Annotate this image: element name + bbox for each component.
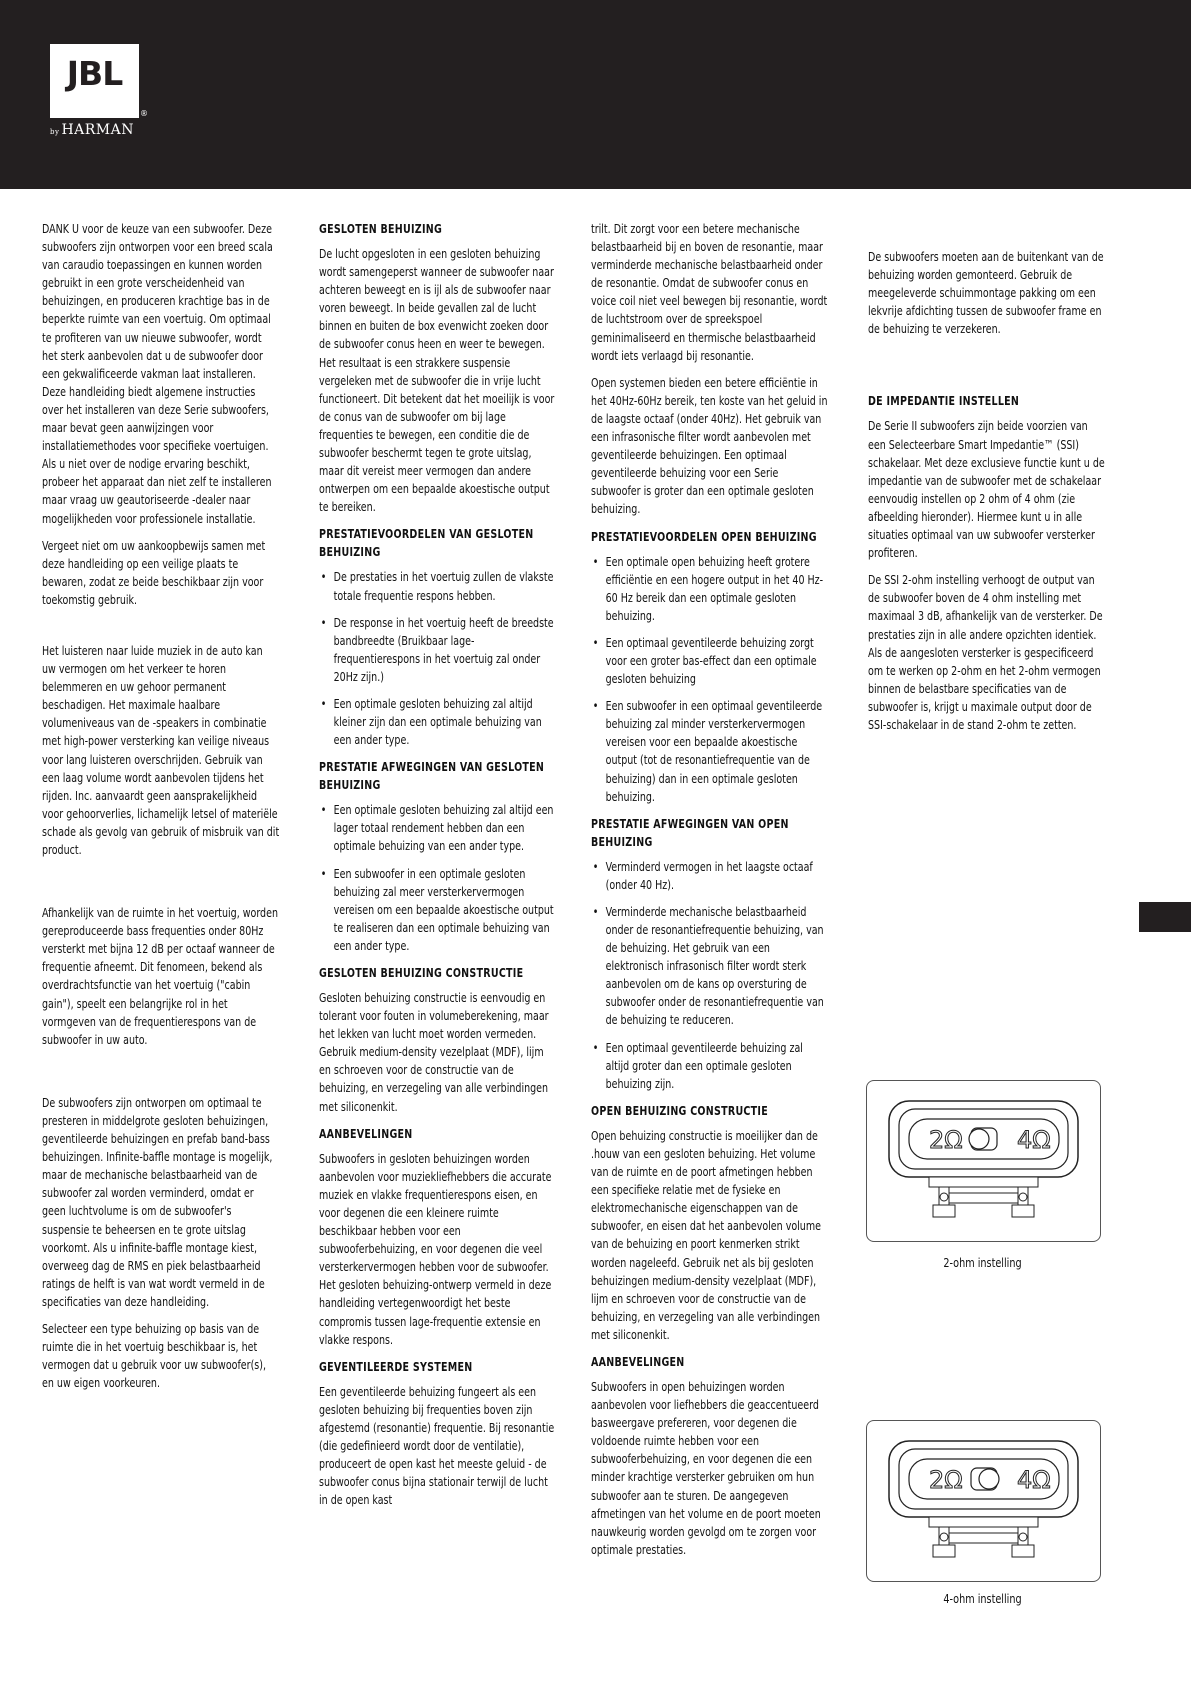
registered-mark: ®: [140, 109, 148, 118]
harman-logo: [50, 122, 134, 138]
intro-paragraph: DANK U voor de keuze van een subwoofer. Deze subwoofers zijn ontworpen voor een breed scala van caraudio toepassingen en kunnen worden gebruikt in een grote verscheidenheid van behuizingen, en produceren krachtige bas in de beperkte ruimte van een voertuig. Om optimaal te profiteren van uw nieuwe subwoofer, wordt het sterk aanbevolen dat u de subwoofer door een gekwalificeerde vakman laat installeren. Deze handleiding biedt algemene instructies over het installeren van deze Serie subwoofers, maar bevat geen aanwijzingen voor installatiemethodes voor specifieke voertuigen. Als u niet over de nodige ervaring beschikt, probeer het apparaat dan niet zelf te installeren maar vraag uw geautoriseerde -dealer naar mogelijkheden voor professionele installatie.: [42, 222, 273, 526]
mounting-paragraph: De subwoofers moeten aan de buitenkant van de behuizing worden gemonteerd. Gebruik de meegeleverde schuimmontage pakking om een lekvrije afdichting tussen de subwoofer frame en de behuizing te verzekeren.: [868, 250, 1104, 337]
list-item: • Een optimaal geventileerde behuizing zal altijd groter dan een optimale gesloten behuizing zijn.: [591, 1039, 828, 1093]
sealed-recommendations-paragraph: Subwoofers in gesloten behuizingen worden aanbevolen voor muziekliefhebbers die accurate muziek en vlakke frequentierespons eisen, en voor degenen die een kleinere ruimte beschikbaar hebben voor een subwooferbehuizing, en voor degenen die veel versterkervermogen hebben voor de subwoofer. Het gesloten behuizing-ontwerp vermeld in deze handleiding vertegenwoordigt het beste compromis tussen lage-frequentie extensie en vlakke respons.: [319, 1151, 552, 1347]
impedance-paragraph: De Serie II subwoofers zijn beide voorzien van een Selecteerbare Smart Impedantie™ (SSI) schakelaar. Met deze exclusieve functie kunt u de impedantie van de subwoofer met de schakelaar eenvoudig instellen op 2 ohm of 4 ohm (zie afbeelding hieronder). Hiermee kunt u in alle situaties optimaal van uw subwoofer versterker profiteren.: [868, 419, 1105, 561]
vented-paragraph: Een geventileerde behuizing fungeert als een gesloten behuizing bij frequenties boven zijn afgestemd (resonantie) frequentie. Bij resonantie (die gedefinieerd wordt door de ventilatie), produceert de open kast het meeste geluid - de subwoofer conus bijna stationair terwijl de lucht in de open kast: [319, 1384, 555, 1508]
ssi-switch-4ohm-illustration: [867, 1421, 1100, 1581]
heading-sealed-recommendations: AANBEVELINGEN: [319, 1126, 413, 1141]
sealed-construction-paragraph: Gesloten behuizing constructie is eenvoudig en tolerant voor fouten in volumeberekening, maar het lekken van lucht moet worden vermeden. Gebruik medium-density vezelplaat (MDF), lijm en schroeven voor de constructie van de behuizing, en verzegeling van alle verbindingen met siliconenkit.: [319, 991, 549, 1114]
switch-knob: [979, 1469, 999, 1489]
heading-vented-systems: GEVENTILEERDE SYSTEMEN: [319, 1359, 473, 1374]
list-item: • Een subwoofer in een optimale gesloten behuizing zal meer versterkervermogen vereisen om een bepaalde akoestische output te realiseren dan een optimale behuizing van een ander type.: [319, 865, 556, 955]
enclosure-design-paragraph: De subwoofers zijn ontworpen om optimaal te presteren in middelgrote gesloten behuizingen, geventileerde behuizingen en prefab band-bass behuizingen. Infinite-baffle montage is mogelijk, maar de mechanische belastbaarheid van de subwoofer zal worden verminderd, omdat er geen luchtvolume is om de subwoofer's suspensie te beheersen en te grote uitslag voorkomt. Als u infinite-baffle montage kiest, overweeg dag de RMS en piek belastbaarheid ratings de helft is van wat wordt vermeld in de specificaties van deze handleiding.: [42, 1095, 273, 1309]
column-2: [319, 220, 556, 1518]
label-4ohm: 4Ω: [1017, 1466, 1051, 1494]
switch-knob: [969, 1129, 989, 1149]
open-advantages-list: [591, 553, 828, 806]
sealed-advantages-list: [319, 568, 556, 749]
caption-2ohm: 2-ohm instelling: [943, 1255, 1022, 1270]
hearing-warning-paragraph: Het luisteren naar luide muziek in de auto kan uw vermogen om het verkeer te horen belemmeren en uw gehoor permanent beschadigen. Het maximale haalbare volumeniveaus van de -speakers in combinatie met high-power versterking kan veilige niveaus voor lang luisteren overschrijden. Gebruik van een laag volume wordt aanbevolen tijdens het rijden. Inc. aanvaardt geen aansprakelijkheid voor gehoorverlies, lichamelijk letsel of materiële schade als gevolg van gebruik of misbruik van dit product.: [42, 643, 280, 857]
heading-impedance: DE IMPEDANTIE INSTELLEN: [868, 394, 1020, 409]
receipt-paragraph: Vergeet niet om uw aankoopbewijs samen met deze handleiding op een veilige plaats te bewaren, zodat ze beide beschikbaar zijn voor toekomstig gebruik.: [42, 538, 266, 607]
column-3: [591, 220, 828, 1568]
list-item: • Een optimale gesloten behuizing zal altijd kleiner zijn dan een optimale behuizing van een ander type.: [319, 695, 556, 749]
list-item: • Verminderd vermogen in het laagste octaaf (onder 40 Hz).: [591, 858, 828, 894]
list-item: • Een optimale gesloten behuizing zal altijd een lager totaal rendement hebben dan een optimale behuizing van een ander type.: [319, 801, 556, 855]
sealed-tradeoffs-list: [319, 801, 556, 955]
page-side-tab: [1139, 902, 1191, 932]
open-recommendations-paragraph: Subwoofers in open behuizingen worden aanbevolen voor liefhebbers die geaccentueerd basweergave prefereren, voor degenen die voldoende ruimte hebben voor een subwooferbehuizing, en voor degenen die een minder krachtige versterker gebruiken om hun subwoofer aan te sturen. De aangegeven afmetingen van het volume en de poort moeten nauwkeurig worden gevolgd om te zorgen voor optimale prestaties.: [591, 1379, 821, 1557]
heading-sealed-construction: GESLOTEN BEHUIZING CONSTRUCTIE: [319, 966, 524, 980]
heading-open-recommendations: AANBEVELINGEN: [591, 1354, 685, 1369]
sealed-paragraph: De lucht opgesloten in een gesloten behuizing wordt samengeperst wanneer de subwoofer naar achteren beweegt en is ijl als de subwoofer naar voren beweegt. In beide gevallen zal de lucht binnen en buiten de box evenwicht zoeken door de subwoofer conus heen en weer te bewegen. Het resultaat is een strakkere suspensie vergeleken met de subwoofer die in vrije lucht functioneert. Dit betekent dat het moeilijk is voor de conus van de subwoofer om bij lage frequenties te bewegen, een conditie die de subwoofer beschermt tegen te grote uitslag, maar dit vereist meer vermogen dan andere ontwerpen om een bepaalde akoestische output te bereiken.: [319, 247, 555, 515]
open-construction-paragraph: Open behuizing constructie is moeilijker dan de .houw van een gesloten behuizing. Het volume van de ruimte en de poort afmetingen hebben een specifieke relatie met de fysieke en elektromechanische eigenschappen van de subwoofer, en eisen dat het aanbevolen volume van de behuizing en poort kenmerken strikt worden nageleefd. Gebruik net als bij gesloten behuizingen medium-density vezelplaat (MDF), lijm en schroeven voor de constructie van de behuizing, en verzegeling van alle verbindingen met siliconenkit.: [591, 1128, 821, 1342]
caption-4ohm: 4-ohm instelling: [943, 1591, 1022, 1606]
harman-by: by: [50, 128, 60, 136]
list-item: • Een optimale open behuizing heeft grotere efficiëntie en een hogere output in het 40 Hz-60 Hz bereik dan een optimale gesloten behuizing.: [591, 553, 828, 625]
heading-sealed: GESLOTEN BEHUIZING: [319, 222, 443, 236]
select-enclosure-paragraph: Selecteer een type behuizing op basis van de ruimte die in het voertuig beschikbaar is, het vermogen dat u gebruik voor uw subwoofer(s), en uw eigen voorkeuren.: [42, 1321, 266, 1391]
label-4ohm: 4Ω: [1017, 1126, 1051, 1154]
heading-open-tradeoffs: PRESTATIE AFWEGINGEN VAN OPEN BEHUIZING: [591, 816, 789, 849]
harman-name: HARMAN: [61, 122, 134, 138]
ssi-switch-4ohm-figure: [866, 1420, 1101, 1582]
jbl-logo-text: JBL: [66, 54, 123, 93]
heading-sealed-tradeoffs: PRESTATIE AFWEGINGEN VAN GESLOTEN BEHUIZING: [319, 760, 545, 793]
ssi-switch-2ohm-illustration: [867, 1081, 1100, 1241]
heading-open-construction: OPEN BEHUIZING CONSTRUCTIE: [591, 1103, 768, 1118]
open-systems-paragraph: Open systemen bieden een betere efficiëntie in het 40Hz-60Hz bereik, ten koste van het geluid in de laagste octaaf (onder 40Hz). Het gebruik van een infrasonische filter wordt aanbevolen met geventileerde behuizingen. Een optimaal geventileerde behuizing voor een Serie subwoofer is groter dan een optimale gesloten behuizing.: [591, 375, 828, 517]
vented-continued-paragraph: trilt. Dit zorgt voor een betere mechanische belastbaarheid bij en boven de resonantie, maar verminderde mechanische belastbaarheid onder de resonantie. Omdat de subwoofer conus en voice coil niet veel bewegen bij resonantie, wordt de luchtstroom over de spreekspoel geminimaliseerd en thermische belastbaarheid wordt iets verlaagd bij resonantie.: [591, 222, 828, 363]
list-item: • De response in het voertuig heeft de breedste bandbreedte (Bruikbaar lage-frequentierespons in het voertuig zal onder 20Hz zijn.): [319, 614, 556, 686]
list-item: • De prestaties in het voertuig zullen de vlakste totale frequentie respons hebben.: [319, 568, 556, 604]
list-item: • Verminderde mechanische belastbaarheid onder de resonantiefrequentie behuizing, van de behuizing. Het gebruik van een elektronisch infrasonisch filter wordt sterk aanbevolen om de kans op oversturing de subwoofer onder de resonantiefrequentie van de behuizing te reduceren.: [591, 903, 828, 1030]
list-item: • Een optimaal geventileerde behuizing zorgt voor een groter bas-effect dan een optimale gesloten behuizing: [591, 634, 828, 688]
column-4: [868, 248, 1105, 743]
list-item: • Een subwoofer in een optimaal geventileerde behuizing zal minder versterkervermogen vereisen voor een bepaalde akoestische output (tot de resonantiefrequentie van de behuizing) dan in een optimale gesloten behuizing.: [591, 697, 828, 806]
heading-open-advantages: PRESTATIEVOORDELEN OPEN BEHUIZING: [591, 529, 817, 544]
ssi-switch-2ohm-figure: [866, 1080, 1101, 1242]
jbl-logo: [50, 44, 139, 118]
heading-sealed-advantages: PRESTATIEVOORDELEN VAN GESLOTEN BEHUIZING: [319, 527, 534, 560]
open-tradeoffs-list: [591, 858, 828, 1093]
ssi-paragraph: De SSI 2-ohm instelling verhoogt de output van de subwoofer boven de 4 ohm instelling met maximaal 3 dB, afhankelijk van de versterker. De prestaties zijn in alle andere opzichten identiek. Als de aangesloten versterker is gespecificeerd om te werken op 2-ohm en het 2-ohm vermogen binnen de belastbare specificaties van de subwoofer is, krijgt u maximale output door de SSI-schakelaar in de stand 2-ohm te zetten.: [868, 573, 1103, 732]
header-bar: [0, 0, 1191, 189]
label-2ohm: 2Ω: [929, 1126, 963, 1154]
label-2ohm: 2Ω: [929, 1466, 963, 1494]
cabin-gain-paragraph: Afhankelijk van de ruimte in het voertuig, worden gereproduceerde bass frequenties onder 80Hz versterkt met bijna 12 dB per octaaf wanneer de frequentie afneemt. Dit fenomeen, bekend als overdrachtsfunctie van het voertuig ("cabin gain"), speelt een belangrijke rol in het vormgeven van de frequentierespons van de subwoofer in uw auto.: [42, 906, 278, 1047]
column-1: [42, 220, 279, 1401]
